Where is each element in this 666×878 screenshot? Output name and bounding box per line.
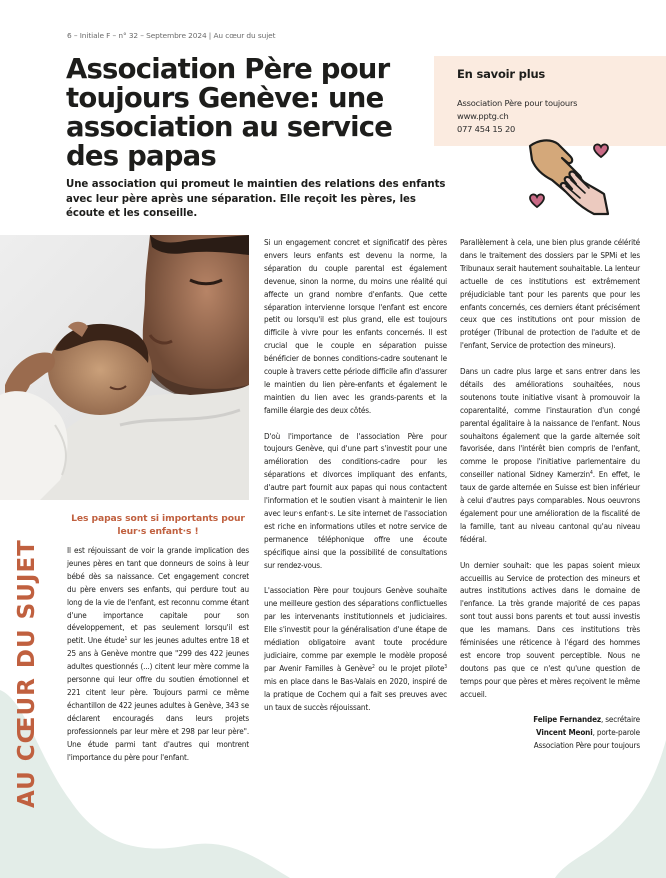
heart-icon [594, 144, 608, 157]
background-blob-right [555, 740, 666, 878]
paragraph: Un dernier souhait: que les papas soient mieux accueillis au Service de protection des mineurs et autres institutions actives dans le domaine de l'enfance. La très grande majorité de ces papas sont tout aussi bons parents et tout aussi investis que les mamans. Dans ces institutions très féminisées une réticence à l'égard des hommes est encore trop souvent perceptible. Nous ne doutons pas que ce n'est qu'une question de temps pour que pères et mères reçoivent le même accueil. [460, 559, 640, 699]
article-lead: Une association qui promeut le maintien des relations des enfants avec leur père après une séparation. Elle reçoit les pères, les écoute et les conseille. [66, 179, 446, 219]
paragraph: L'association Père pour toujours Genève souhaite une meilleure gestion des séparations conflictuelles par les intervenants institutionnels et judiciaires. Elle s'investit pour la généralisation d'une étape de médiation obligatoire avant toute procédure judiciaire, comme par exemple le modèle proposé par Avenir Familles à Genève$^2$ ou le projet pilote$^3$ mis en place dans le Bas-Valais en 2020, inspiré de la pratique de Cochem qui a fait ses preuves avec un taux de succès réjouissant. [264, 585, 447, 712]
info-box-website[interactable]: www.pptg.ch [457, 111, 509, 121]
article-column-3 [460, 236, 640, 752]
footnote-ref: 1 [124, 636, 128, 643]
paragraph: D'où l'importance de l'association Père pour toujours Genève, qui d'une part s'investit pour une amélioration des conditions-cadre pour les séparations et divorces impliquant des enfants, d'autre part fournit aux papas qui nous contactent l'information et le soutien visant à maintenir le lien avec leur·s enfant·s. Le site internet de l'association est riche en informations utiles et notre service de permanence téléphonique offre une écoute spécifique ainsi que la possibilité de consultations sur rendez-vous. [264, 430, 447, 570]
footnote-ref: 2 [371, 663, 375, 670]
footnote-ref: 4 [590, 470, 593, 477]
section-label: AU CŒUR DU SUJET [14, 539, 40, 808]
footnote-ref: 3 [444, 663, 447, 670]
section-subhead: Les papas sont si importants pour leur·s enfant·s ! [71, 513, 245, 537]
signatory-role: , porte-parole [592, 727, 640, 738]
paragraph: Dans un cadre plus large et sans entrer dans les détails des améliorations souhaitées, nous soutenons toute initiative visant à promouvoir la coparentalité, comme l'instauration d'un congé parental égalitaire à la naissance de l'enfant. Nous souhaitons également que la garde alternée soit favorisée, dans l'intérêt bien compris de l'enfant, comme le propose l'initiative parlementaire du conseiller national Sidney Kamerzin$^4$. En effet, le taux de garde alternée en Suisse est bien inférieur à celui d'autres pays comparables. Nous oeuvrons également pour une amélioration de la fiscalité de la famille, tant au niveau cantonal qu'au niveau fédéral. [460, 366, 641, 544]
signatory-role: , secrétaire [600, 714, 640, 725]
article-column-2 [264, 236, 447, 726]
article-column-1 [67, 544, 249, 776]
paragraph: Il est réjouissant de voir la grande implication des jeunes pères en tant que donneurs de soins à leur bébé dès sa naissance. Cet engagement concret du père envers ses enfants, qui perdure tout au long de la vie de l'enfant, est reconnu comme étant d'une importance capitale pour son développement, et pas seulement lorsqu'il est petit. Une étude$^1$ sur les jeunes adultes entre 18 et 25 ans à Genève montre que "299 des 422 jeunes adultes questionnés (...) citent leur mère comme la personne qui leur offre du soutien émotionnel et 221 citent leur père. Toujours parmi ce même échantillon de 422 jeunes adultes à Genève, 343 se déclarent encouragés dans leurs projets professionnels par leur mère et 298 par leur père". Une étude parmi tant d'autres qui montrent l'importance du père pour l'enfant. [67, 545, 249, 762]
signature [460, 713, 640, 752]
signatory-name: Felipe Fernandez [533, 714, 601, 725]
paragraph: Parallèlement à cela, une bien plus grande célérité dans le traitement des dossiers par le SPMi et les Tribunaux serait hautement souhaitable. La lenteur actuelle de ces institutions est extrêmement préjudiciable tant pour les parents que pour les enfants concernés, ces derniers étant précisément ceux que ces institutions ont pour mission de protéger (Tribunal de protection de l'adulte et de l'enfant, Service de protection des mineurs). [460, 237, 640, 351]
info-box-title: En savoir plus [457, 67, 546, 81]
heart-icon [530, 194, 544, 207]
father-baby-photo [0, 235, 249, 500]
article-title: Association Père pour toujours Genève: une association au service des papas [66, 53, 393, 172]
holding-hands-icon [528, 136, 610, 216]
signatory-org: Association Père pour toujours [533, 740, 640, 751]
signatory-name: Vincent Meoni [536, 727, 593, 738]
info-box-phone: 077 454 15 20 [457, 124, 516, 134]
info-box [434, 56, 666, 146]
info-box-org: Association Père pour toujours [457, 98, 578, 108]
paragraph: Si un engagement concret et significatif des pères envers leurs enfants est devenu la norme, la séparation du couple parental est également devenue, sinon la norme, du moins une réalité qui affecte un grand nombre d'enfants. Que cette séparation intervienne lorsque l'enfant est encore petit ou lorsqu'il est plus grand, elle est toujours difficile à vivre pour les enfants concernés. Il est crucial que le couple en séparation puisse bénéficier de bonnes conditions-cadre soutenant le couple à travers cette période difficile afin d'assurer le maintien du lien père-enfants et également le maintien du lien avec les grands-parents et la famille élargie des deux côtés. [264, 237, 447, 415]
page-folio: 6 – Initiale F – n° 32 – Septembre 2024 | Au cœur du sujet [67, 31, 276, 40]
